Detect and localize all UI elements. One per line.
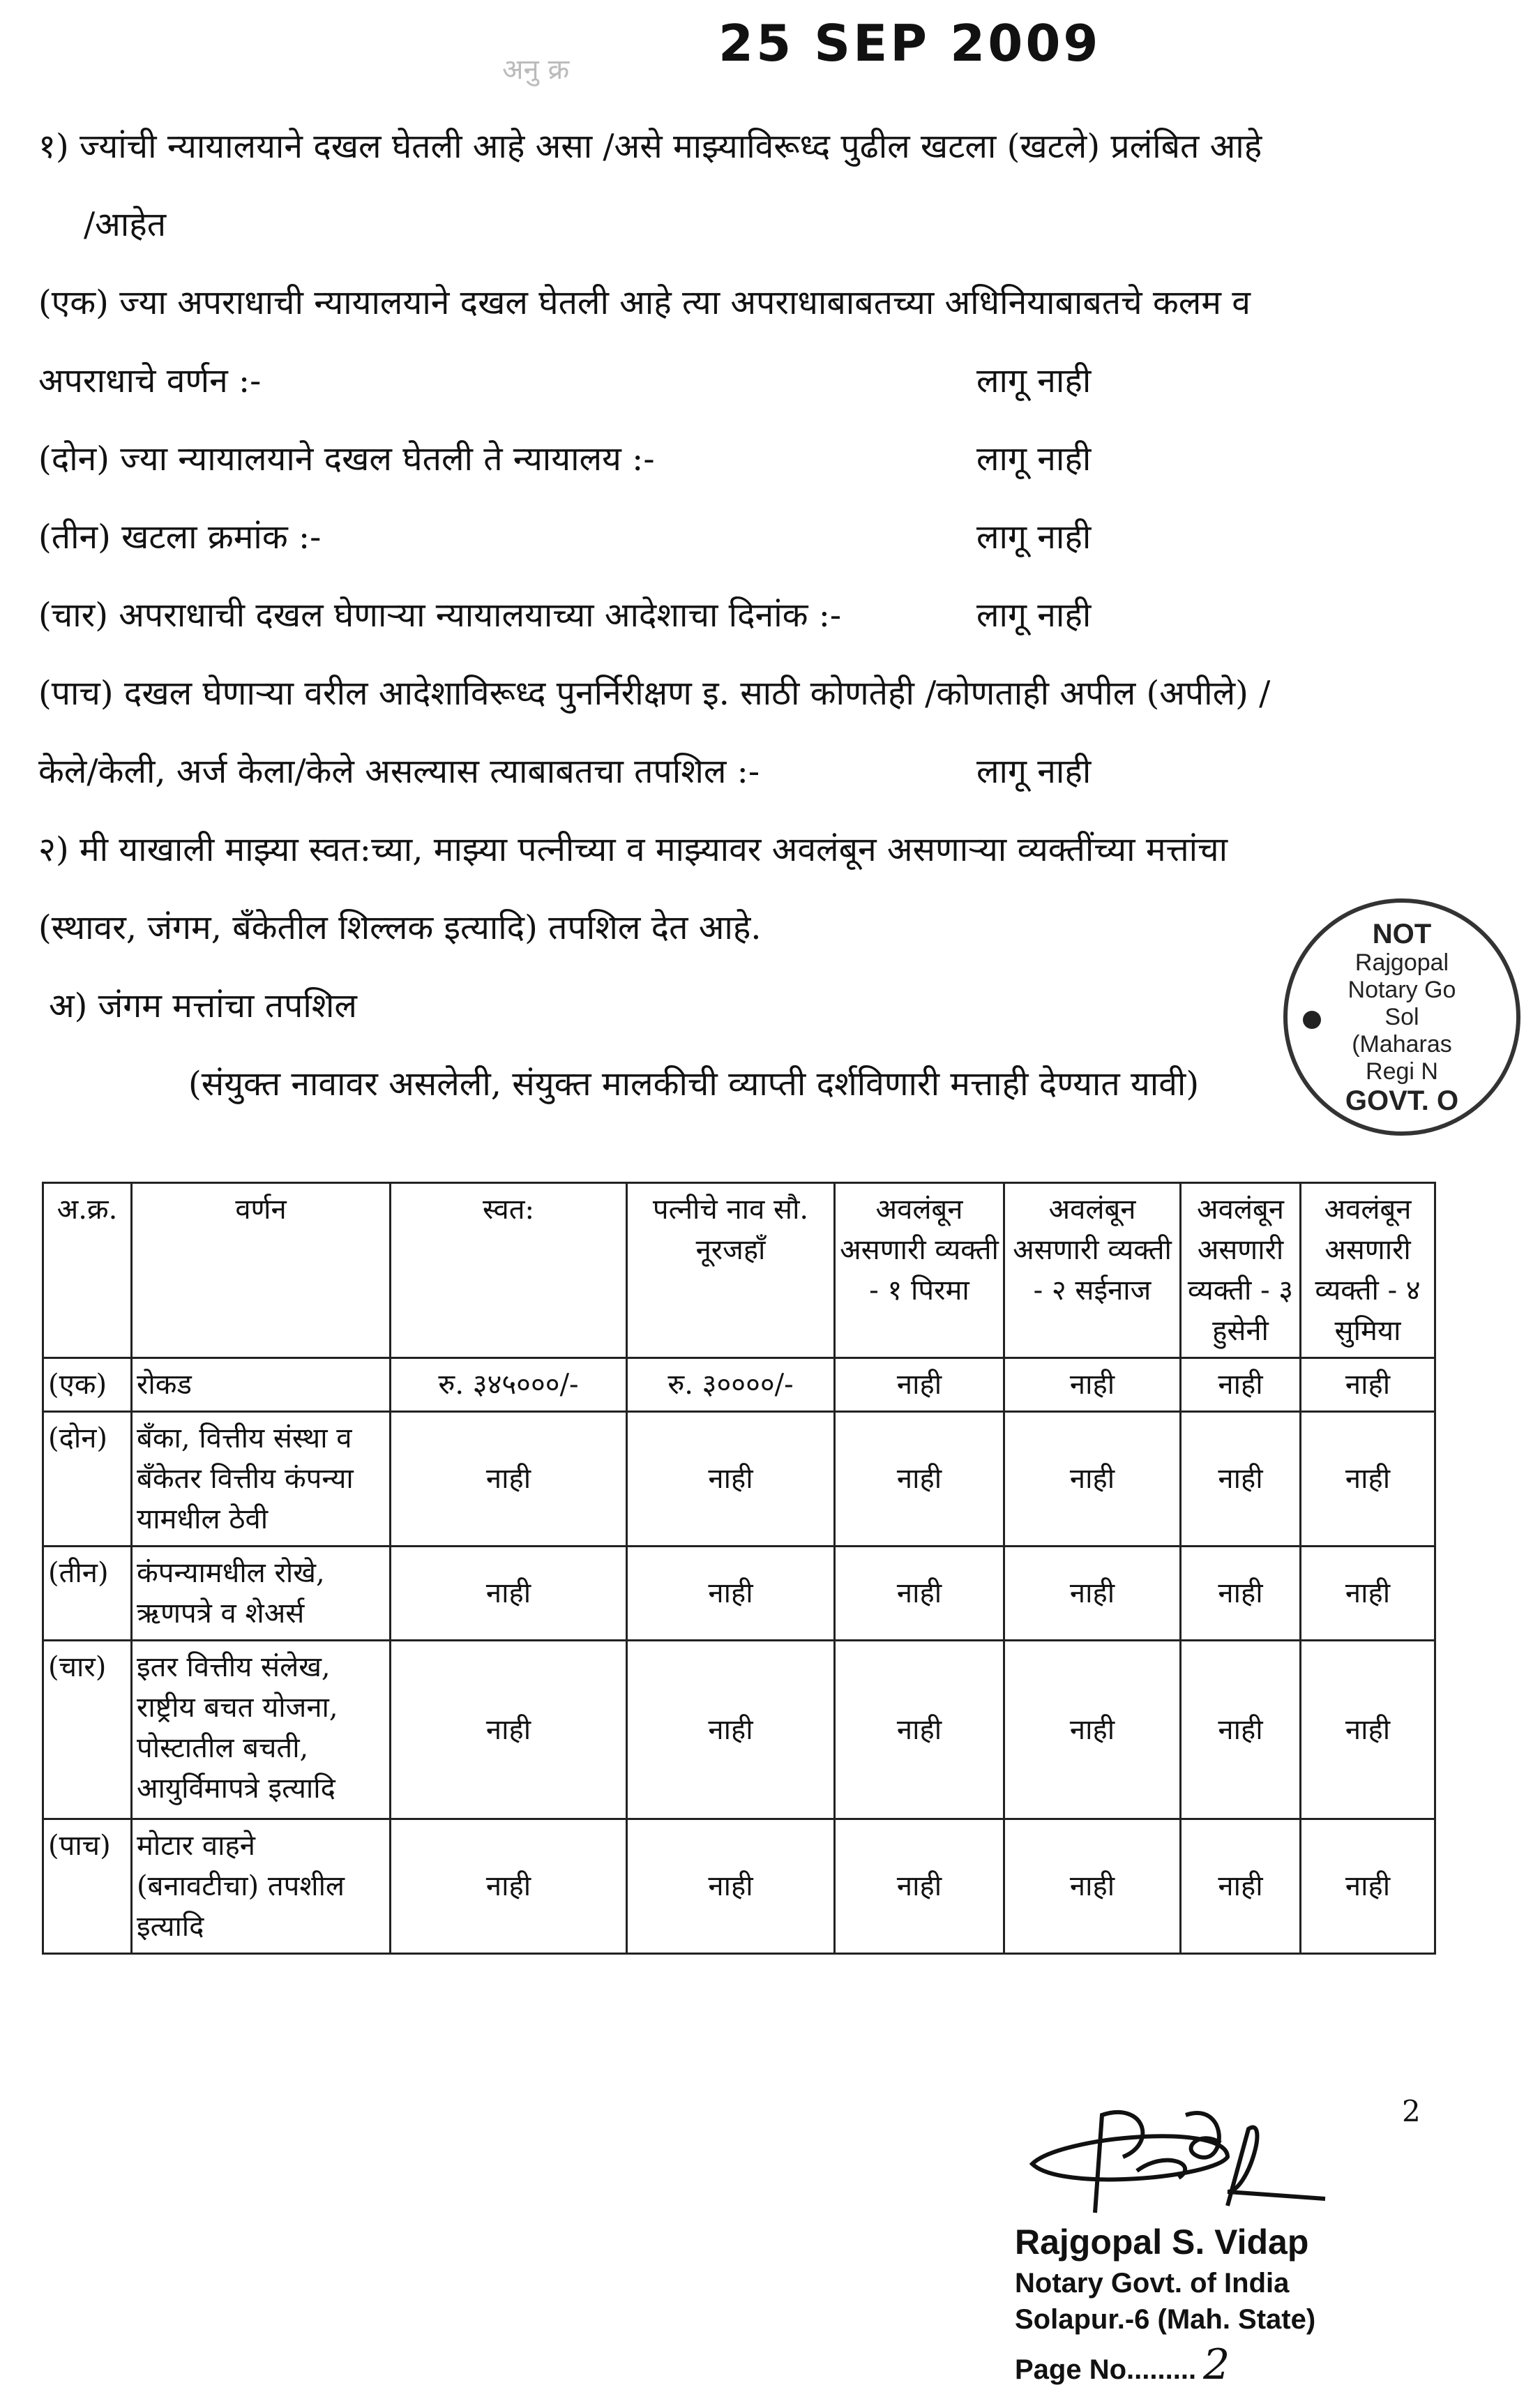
cell-dependent-2: नाही — [1004, 1641, 1181, 1819]
section2-text: २) मी याखाली माझ्या स्वत:च्या, माझ्या पत्नीच्या व माझ्यावर अवलंबून असणाऱ्या व्यक्तींच्या मत्तांचा — [38, 830, 1228, 869]
notary-block — [1015, 2220, 1315, 2392]
page-label: Page No......... — [1015, 2354, 1197, 2385]
table-row — [43, 1358, 1435, 1412]
item3-row — [38, 516, 1503, 558]
table-row — [43, 1819, 1435, 1954]
row-serial: (दोन) — [43, 1412, 132, 1547]
item1-text-cont: अपराधाचे वर्णन :- — [38, 361, 262, 400]
row-serial: (तीन) — [43, 1547, 132, 1641]
item4-row — [38, 594, 1503, 636]
cell-dependent-3: नाही — [1181, 1547, 1301, 1641]
item5-text: (पाच) दखल घेणाऱ्या वरील आदेशाविरूध्द पुनर्निरीक्षण इ. साठी कोणतेही /कोणताही अपील (अपीले) / — [38, 674, 1271, 713]
cell-dependent-3: नाही — [1181, 1641, 1301, 1819]
cell-dependent-4: नाही — [1301, 1358, 1435, 1412]
seal-dot-icon — [1303, 1011, 1321, 1029]
seal-line: Rajgopal — [1354, 949, 1449, 976]
cell-self: नाही — [391, 1641, 627, 1819]
seal-line: Notary Go — [1348, 976, 1456, 1003]
cell-dependent-1: नाही — [835, 1819, 1004, 1954]
item5-row — [38, 751, 1503, 792]
cell-spouse: रु. ३००००/- — [627, 1358, 835, 1412]
row-serial: (पाच) — [43, 1819, 132, 1954]
table-row — [43, 1412, 1435, 1547]
header-dependent-4: अवलंबून असणारी व्यक्ती - ४ सुमिया — [1301, 1183, 1435, 1358]
cell-dependent-4: नाही — [1301, 1819, 1435, 1954]
item3-text: (तीन) खटला क्रमांक :- — [38, 518, 322, 557]
row-serial: (चार) — [43, 1641, 132, 1819]
faint-stamp: अनु क्र — [502, 54, 570, 86]
seal-bottom-text: GOVT. O — [1345, 1085, 1459, 1116]
row-description: मोटार वाहने (बनावटीचा) तपशील इत्यादि — [132, 1819, 391, 1954]
cell-dependent-1: नाही — [835, 1412, 1004, 1547]
notary-page — [1015, 2338, 1315, 2392]
seal-top-text: NOT — [1372, 918, 1432, 949]
cell-self: नाही — [391, 1819, 627, 1954]
section2 — [38, 829, 1503, 1116]
page-number: 2 — [1402, 2094, 1421, 2128]
cell-dependent-2: नाही — [1004, 1358, 1181, 1412]
date-stamp: 25 SEP 2009 — [718, 14, 1101, 73]
notary-place: Solapur.-6 (Mah. State) — [1015, 2304, 1316, 2335]
section1-heading-cont: /आहेत — [84, 205, 167, 244]
cell-dependent-3: नाही — [1181, 1819, 1301, 1954]
table-row — [43, 1641, 1435, 1819]
document-body — [38, 126, 1503, 2387]
header-dependent-1: अवलंबून असणारी व्यक्ती - १ पिरमा — [835, 1183, 1004, 1358]
row-serial: (एक) — [43, 1358, 132, 1412]
cell-spouse: नाही — [627, 1819, 835, 1954]
item2-value: लागू नाही — [976, 439, 1092, 479]
joint-assets-note: (संयुक्त नावावर असलेली, संयुक्त मालकीची व्याप्ती दर्शविणारी मत्ताही देण्यात यावी) — [188, 1065, 1200, 1104]
item2-text: (दोन) ज्या न्यायालयाने दखल घेतली ते न्यायालय :- — [38, 439, 655, 479]
movable-assets-heading: अ) जंगम मत्तांचा तपशिल — [49, 986, 357, 1025]
page-handwritten: 2 — [1203, 2340, 1230, 2389]
movable-assets-table — [42, 1182, 1436, 1955]
item5-value: लागू नाही — [976, 752, 1092, 791]
cell-spouse: नाही — [627, 1641, 835, 1819]
cell-dependent-2: नाही — [1004, 1412, 1181, 1547]
item5-text-cont: केले/केली, अर्ज केला/केले असल्यास त्याबाबतचा तपशिल :- — [38, 752, 760, 791]
cell-dependent-1: नाही — [835, 1547, 1004, 1641]
row-description: इतर वित्तीय संलेख, राष्ट्रीय बचत योजना, पोस्टातील बचती, आयुर्विमापत्रे इत्यादि — [132, 1641, 391, 1819]
cell-dependent-1: नाही — [835, 1641, 1004, 1819]
cell-dependent-4: नाही — [1301, 1641, 1435, 1819]
notary-title: Notary Govt. of India — [1015, 2268, 1290, 2299]
table-header-row — [43, 1183, 1435, 1358]
cell-self: नाही — [391, 1547, 627, 1641]
cell-self: नाही — [391, 1412, 627, 1547]
cell-dependent-3: नाही — [1181, 1358, 1301, 1412]
header-spouse: पत्नीचे नाव सौ. नूरजहाँ — [627, 1183, 835, 1358]
section1-heading: १) ज्यांची न्यायालयाने दखल घेतली आहे असा /असे माझ्याविरूध्द पुढील खटला (खटले) प्रलंबित आहे — [38, 127, 1262, 166]
header-dependent-3: अवलंबून असणारी व्यक्ती - ३ हुसेनी — [1181, 1183, 1301, 1358]
cell-spouse: नाही — [627, 1547, 835, 1641]
header-self: स्वत: — [391, 1183, 627, 1358]
cell-dependent-4: नाही — [1301, 1412, 1435, 1547]
item2-row — [38, 438, 1503, 480]
seal-line: (Maharas — [1352, 1030, 1452, 1058]
cell-dependent-2: नाही — [1004, 1819, 1181, 1954]
header-dependent-2: अवलंबून असणारी व्यक्ती - २ सईनाज — [1004, 1183, 1181, 1358]
notary-name: Rajgopal S. Vidap — [1015, 2222, 1309, 2262]
item1-row — [38, 360, 1503, 402]
cell-spouse: नाही — [627, 1412, 835, 1547]
item3-value: लागू नाही — [976, 518, 1092, 557]
table-row — [43, 1547, 1435, 1641]
header-serial: अ.क्र. — [43, 1183, 132, 1358]
cell-dependent-4: नाही — [1301, 1547, 1435, 1641]
row-description: कंपन्यामधील रोखे, ऋणपत्रे व शेअर्स — [132, 1547, 391, 1641]
item1-value: लागू नाही — [976, 361, 1092, 400]
header-description: वर्णन — [132, 1183, 391, 1358]
cell-dependent-2: नाही — [1004, 1547, 1181, 1641]
cell-self: रु. ३४५०००/- — [391, 1358, 627, 1412]
notary-seal — [1283, 898, 1520, 1136]
footer — [38, 2094, 1503, 2387]
item4-text: (चार) अपराधाची दखल घेणाऱ्या न्यायालयाच्या आदेशाचा दिनांक :- — [38, 596, 842, 635]
cell-dependent-3: नाही — [1181, 1412, 1301, 1547]
section2-text-cont: (स्थावर, जंगम, बँकेतील शिल्लक इत्यादि) तपशिल देत आहे. — [38, 908, 762, 947]
row-description: रोकड — [132, 1358, 391, 1412]
item1-text: (एक) ज्या अपराधाची न्यायालयाने दखल घेतली आहे त्या अपराधाबाबतच्या अधिनियाबाबतचे कलम व — [38, 283, 1251, 322]
seal-line: Regi N — [1366, 1058, 1438, 1085]
seal-line: Sol — [1384, 1003, 1419, 1030]
signature-icon — [1018, 2087, 1381, 2227]
item4-value: लागू नाही — [976, 596, 1092, 635]
row-description: बँका, वित्तीय संस्था व बँकेतर वित्तीय कंपन्या यामधील ठेवी — [132, 1412, 391, 1547]
cell-dependent-1: नाही — [835, 1358, 1004, 1412]
